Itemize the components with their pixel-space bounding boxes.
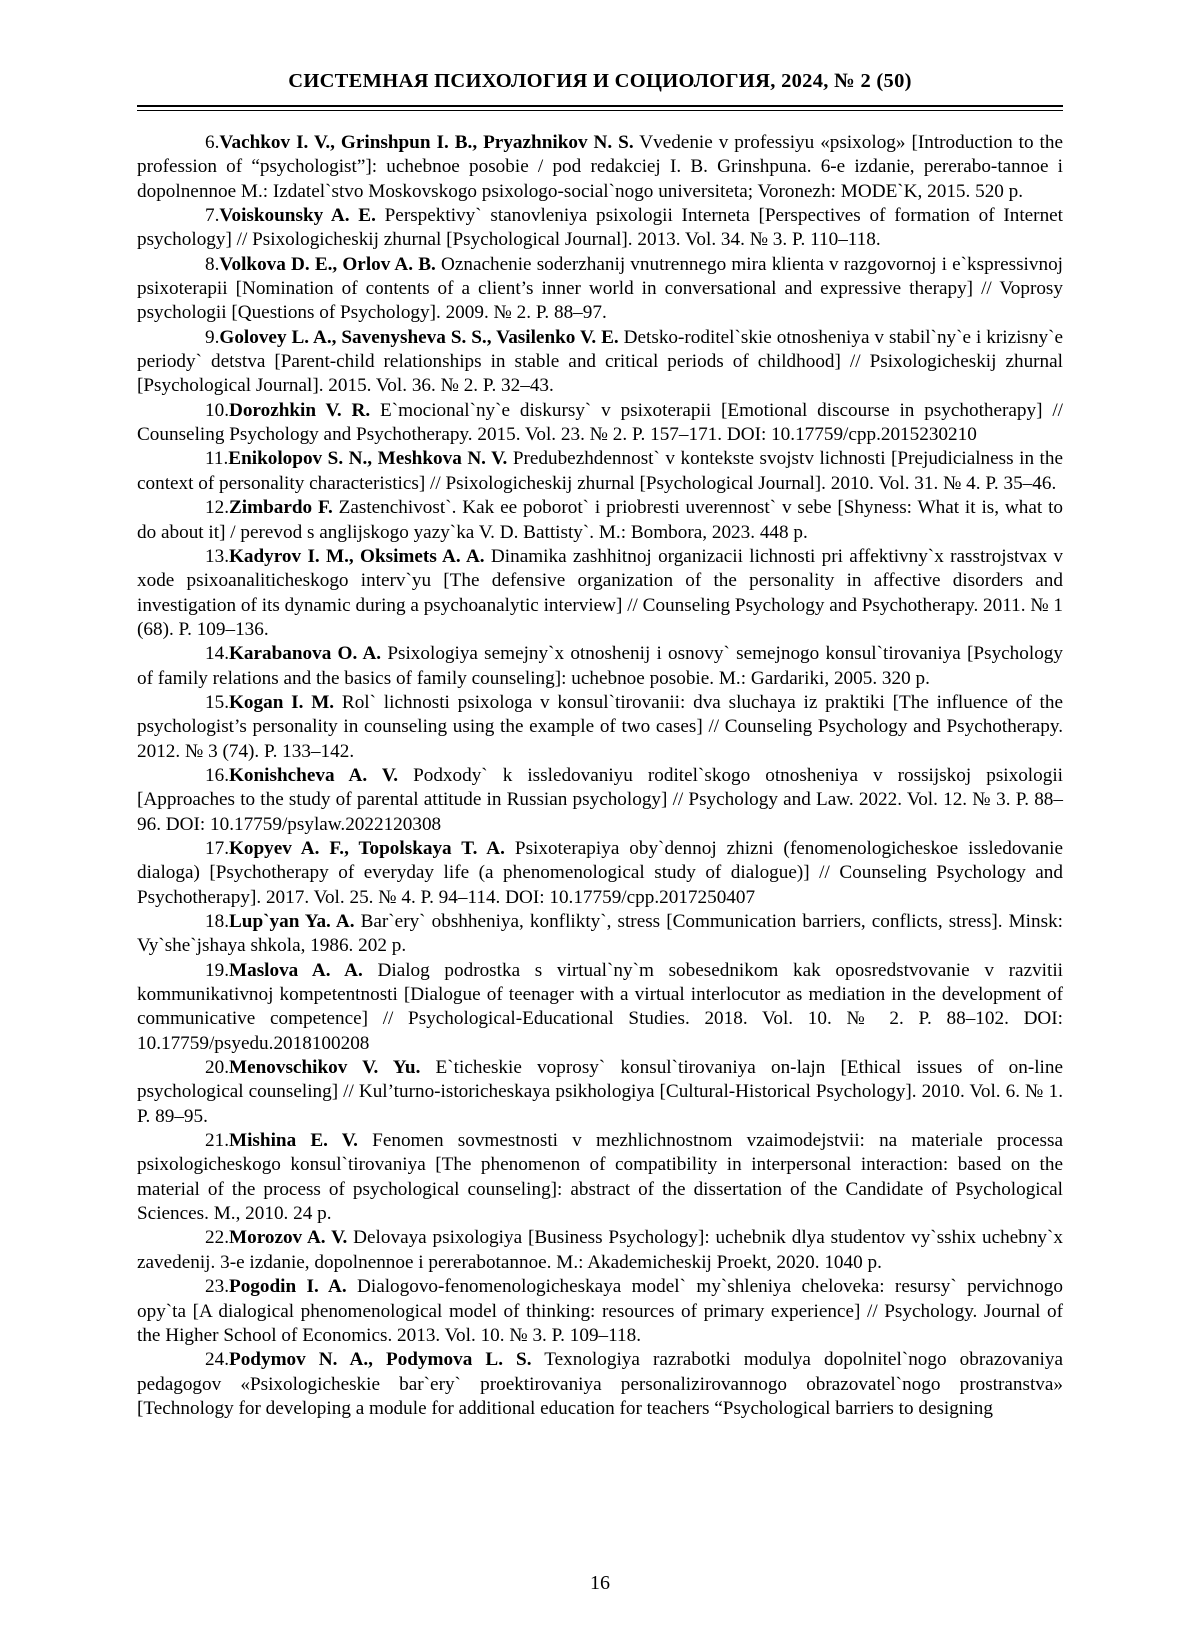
reference-authors: Kogan I. M. <box>228 691 335 713</box>
reference-text: Zastenchivost`. Kak ee poborot` i priobresti uverennost` v sebe [Shyness: What it is, what to do about it] / perevod s anglijskogo yazy`ka V. D. Battisty`. M.: Bombora, 2023. 448 p. <box>137 497 1063 543</box>
reference-number: 24. <box>205 1349 229 1371</box>
reference-entry <box>137 1129 1063 1226</box>
reference-entry <box>137 399 1063 448</box>
reference-entry <box>137 959 1063 1056</box>
reference-authors: Maslova A. A. <box>228 959 363 981</box>
reference-number: 11. <box>205 448 229 470</box>
reference-text: Texnologiya razrabotki modulya dopolnitel`nogo obrazovaniya pedagogov «Psixologicheskie bar`ery` proektirovaniya personalizirovannogo obrazovatel`nogo prostranstva» [Technology for developing a module for additional education for teachers “Psychological barriers to designing <box>137 1349 1063 1419</box>
divider-thick-line <box>137 105 1063 107</box>
reference-authors: Zimbardo F. <box>228 497 333 519</box>
reference-text: Dialog podrostka s virtual`ny`m sobesednikom kak oposredstvovanie v razvitii kommunikativnoj kompetentnosti [Dialogue of teenager with a virtual interlocutor as mediation in the development of communicative competence] // Psychological-Educational Studies. 2018. Vol. 10. № 2. P. 88–102. DOI: 10.17759/psyedu.2018100208 <box>137 959 1063 1054</box>
reference-entry <box>137 1056 1063 1129</box>
page-number: 16 <box>590 1572 610 1594</box>
reference-text: Predubezhdennost` v kontekste svojstv lichnosti [Prejudicialness in the context of personality characteristics] // Psixologicheskij zhurnal [Psychological Journal]. 2010. Vol. 31. № 4. P. 35–46. <box>137 448 1063 494</box>
reference-number: 13. <box>205 545 229 567</box>
reference-authors: Pogodin I. A. <box>228 1276 347 1298</box>
reference-authors: Podymov N. A., Podymova L. S. <box>228 1349 532 1371</box>
reference-number: 14. <box>205 643 229 665</box>
reference-entry <box>137 837 1063 910</box>
reference-text: E`mocional`ny`e diskursy` v psixoterapii [Emotional discourse in psychotherapy] // Counseling Psychology and Psychotherapy. 2015. Vol. 23. № 2. P. 157–171. DOI: 10.17759/cpp.2015230210 <box>137 399 1063 446</box>
reference-authors: Kopyev A. F., Topolskaya T. A. <box>228 837 505 859</box>
reference-authors: Dorozhkin V. R. <box>228 399 371 421</box>
reference-text: Perspektivy` stanovleniya psixologii Interneta [Perspectives of formation of Internet psychology] // Psixologicheskij zhurnal [Psychological Journal]. 2013. Vol. 34. № 3. P. 110–118. <box>137 205 1064 251</box>
reference-number: 22. <box>205 1227 229 1249</box>
reference-entry <box>137 764 1063 837</box>
reference-number: 23. <box>205 1276 229 1298</box>
reference-authors: Lup`yan Ya. A. <box>228 911 355 932</box>
reference-text: Bar`ery` obshheniya, konflikty`, stress [Communication barriers, conflicts, stress]. Minsk: Vy`she`jshaya shkola, 1986. 202 p. <box>137 911 1063 957</box>
reference-number: 7. <box>205 205 220 227</box>
reference-entry <box>137 642 1063 691</box>
reference-authors: Golovey L. A., Savenysheva S. S., Vasilenko V. E. <box>219 326 619 348</box>
reference-text: Fenomen sovmestnosti v mezhlichnostnom vzaimodejstvii: na materiale processa psixologicheskogo konsul`tirovaniya [The phenomenon of compatibility in interpersonal interaction: based on the material of the process of psychological counseling]: abstract of the dissertation of the Candidate of Psychological Sciences. M., 2010. 24 p. <box>137 1130 1063 1225</box>
reference-text: E`ticheskie voprosy` konsul`tirovaniya on-lajn [Ethical issues of on-line psychological counseling] // Kul’turno-istoricheskaya psikhologiya [Cultural-Historical Psychology]. 2010. Vol. 6. № 1. P. 89–95. <box>137 1057 1063 1127</box>
reference-number: 18. <box>205 911 229 932</box>
reference-number: 21. <box>205 1130 229 1152</box>
reference-authors: Vachkov I. V., Grinshpun I. B., Pryazhnikov N. S. <box>219 132 634 153</box>
reference-entry <box>137 1275 1063 1348</box>
reference-number: 10. <box>205 399 229 421</box>
reference-authors: Menovschikov V. Yu. <box>228 1057 421 1079</box>
reference-number: 15. <box>205 691 229 713</box>
reference-number: 20. <box>205 1057 229 1079</box>
reference-text: Rol` lichnosti psixologa v konsul`tirovanii: dva sluchaya iz praktiki [The influence of the psychologist’s personality in counseling using the example of two cases] // Counseling Psychology and Psychotherapy. 2012. № 3 (74). P. 133–142. <box>137 691 1063 762</box>
reference-entry <box>137 253 1063 326</box>
reference-text: Detsko-roditel`skie otnosheniya v stabil`ny`e i krizisny`e periody` detstva [Parent-child relationships in stable and critical periods of childhood] // Psixologicheskij zhurnal [Psychological Journal]. 2015. Vol. 36. № 2. P. 32–43. <box>137 326 1063 397</box>
reference-text: Dinamika zashhitnoj organizacii lichnosti pri affektivny`x rasstrojstvax v xode psixoanaliticheskogo interv`yu [The defensive organization of the personality in affective disorders and investigation of its dynamic during a psychoanalytic interview] // Counseling Psychology and Psychotherapy. 2011. № 1 (68). P. 109–136. <box>137 545 1064 640</box>
reference-entry <box>137 326 1063 399</box>
reference-entry <box>137 545 1063 642</box>
reference-authors: Volkova D. E., Orlov A. B. <box>219 253 436 275</box>
reference-text: Psixoterapiya oby`dennoj zhizni (fenomenologicheskoe issledovanie dialoga) [Psychotherapy of everyday life (a phenomenological study of dialogue)] // Counseling Psychology and Psychotherapy]. 2017. Vol. 25. № 4. P. 94–114. DOI: 10.17759/cpp.2017250407 <box>137 837 1063 908</box>
reference-entry <box>137 131 1063 204</box>
reference-authors: Kadyrov I. M., Oksimets A. A. <box>228 545 485 567</box>
reference-number: 6. <box>205 132 220 153</box>
reference-number: 19. <box>205 959 229 981</box>
reference-text: Podxody` k issledovaniyu roditel`skogo otnosheniya v rossijskoj psixologii [Approaches to the study of parental attitude in Russian psychology] // Psychology and Law. 2022. Vol. 12. № 3. P. 88–96. DOI: 10.17759/psylaw.2022120308 <box>137 764 1063 835</box>
reference-entry <box>137 496 1063 545</box>
reference-entry <box>137 1348 1063 1421</box>
reference-text: Delovaya psixologiya [Business Psychology]: uchebnik dlya studentov vy`sshix uchebny`x zavedenij. 3-e izdanie, dopolnennoe i pererabotannoe. M.: Akademicheskij Proekt, 2020. 1040 p. <box>137 1227 1063 1273</box>
running-head: СИСТЕМНАЯ ПСИХОЛОГИЯ И СОЦИОЛОГИЯ, 2024, № 2 (50) <box>288 70 912 92</box>
reference-text: Vvedenie v professiyu «psixolog» [Introduction to the profession of “psychologist”]: uchebnoe posobie / pod redakciej I. B. Grinshpuna. 6-e izdanie, pererabo-tannoe i dopolnennoe M.: Izdatel`stvo Moskovskogo psixologo-social`nogo universiteta; Voronezh: MODE`K, 2015. 520 p. <box>137 132 1063 202</box>
reference-entry <box>137 447 1063 496</box>
reference-number: 17. <box>205 837 229 859</box>
reference-authors: Mishina E. V. <box>228 1130 358 1152</box>
reference-entry <box>137 204 1063 253</box>
reference-number: 8. <box>205 253 220 275</box>
reference-authors: Konishcheva A. V. <box>228 764 399 786</box>
reference-entry <box>137 910 1063 959</box>
reference-text: Dialogovo-fenomenologicheskaya model` my`shleniya cheloveka: resursy` pervichnogo opy`ta [A dialogical phenomenological model of thinking: resources of primary experience] // Psychology. Journal of the Higher School of Economics. 2013. Vol. 10. № 3. P. 109–118. <box>137 1276 1063 1346</box>
reference-authors: Morozov A. V. <box>228 1227 348 1249</box>
reference-number: 12. <box>205 497 229 519</box>
reference-entry <box>137 691 1063 764</box>
reference-text: Oznachenie soderzhanij vnutrennego mira klienta v razgovornoj i e`kspressivnoj psixoterapii [Nomination of contents of a client’s inner world in conversational and expressive therapy] // Voprosy psychologii [Questions of Psychology]. 2009. № 2. P. 88–97. <box>137 253 1063 324</box>
reference-text: Psixologiya semejny`x otnoshenij i osnovy` semejnogo konsul`tirovaniya [Psychology of family relations and the basics of family counseling]: uchebnoe posobie. M.: Gardariki, 2005. 320 p. <box>137 643 1063 689</box>
reference-authors: Karabanova O. A. <box>228 643 382 665</box>
reference-number: 9. <box>205 326 220 348</box>
reference-authors: Enikolopov S. N., Meshkova N. V. <box>228 448 508 470</box>
reference-authors: Voiskounsky A. E. <box>219 205 376 227</box>
reference-list <box>137 111 1063 1421</box>
reference-entry <box>137 1226 1063 1275</box>
reference-number: 16. <box>205 764 229 786</box>
